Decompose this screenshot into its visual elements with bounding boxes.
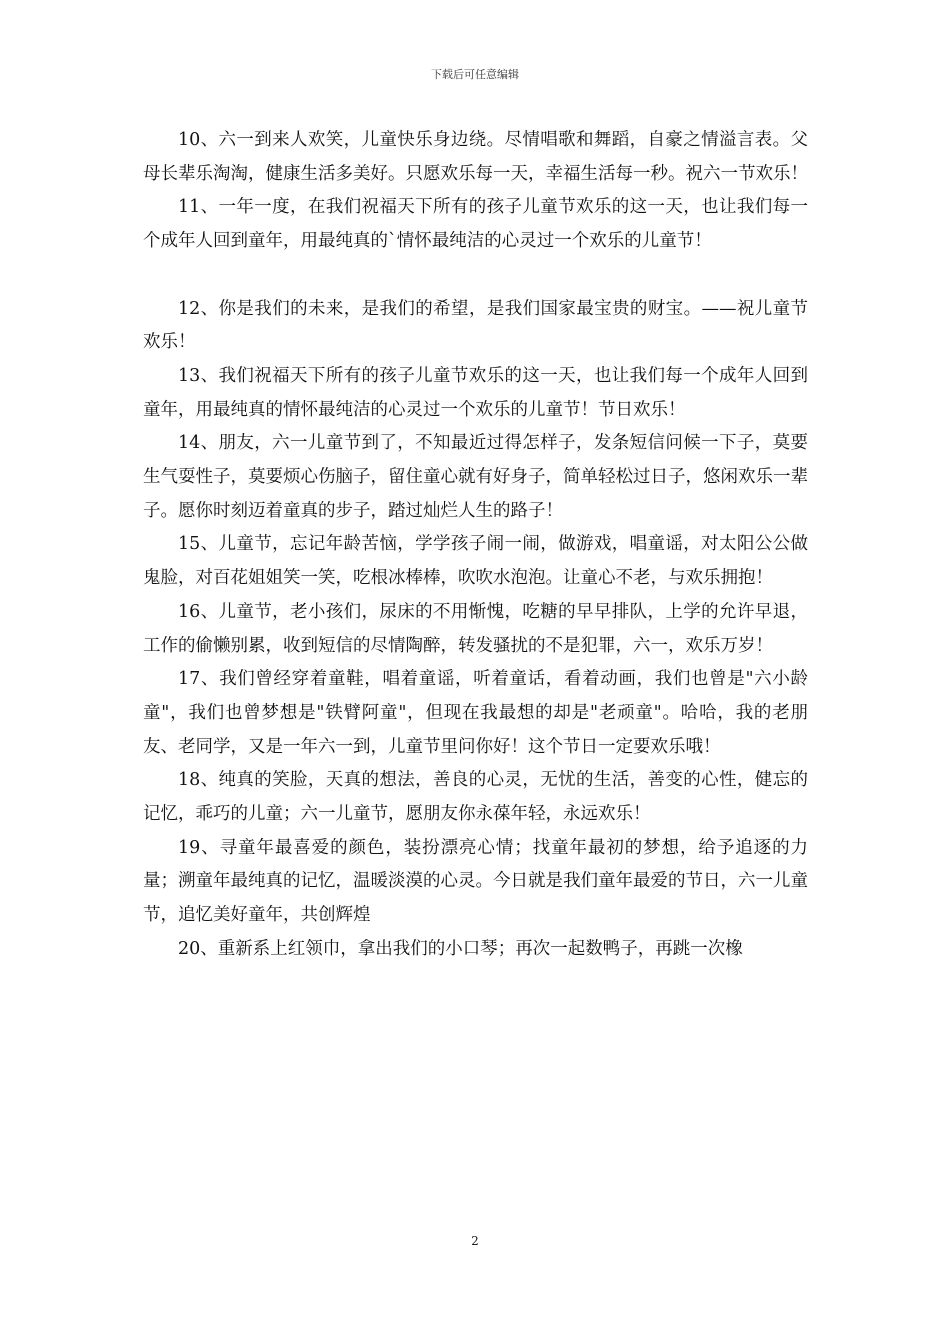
paragraph-10: 10、六一到来人欢笑，儿童快乐身边绕。尽情唱歌和舞蹈，自豪之情溢言表。父母长辈乐淘淘，健康生活多美好。只愿欢乐每一天，幸福生活每一秒。祝六一节欢乐！ (143, 130, 808, 184)
page-number: 2 (471, 1234, 479, 1248)
paragraph-15: 15、儿童节，忘记年龄苦恼，学学孩子闹一闹，做游戏，唱童谣，对太阳公公做鬼脸，对百花姐姐笑一笑，吃根冰棒棒，吹吹水泡泡。让童心不老，与欢乐拥抱！ (143, 534, 808, 589)
paragraph-14: 14、朋友，六一儿童节到了，不知最近过得怎样子，发条短信问候一下子，莫要生气耍性子，莫要烦心伤脑子，留住童心就有好身子，简单轻松过日子，悠闲欢乐一辈子。愿你时刻迈着童真的步子，踏过灿烂人生的路子！ (143, 433, 808, 521)
paragraph-17: 17、我们曾经穿着童鞋，唱着童谣，听着童话，看着动画，我们也曾是"六小龄童"，我们也曾梦想是"铁臂阿童"，但现在我最想的却是"老顽童"。哈哈，我的老朋友、老同学，又是一年六一到，儿童节里问你好！这个节日一定要欢乐哦！ (143, 669, 808, 757)
paragraph-20: 20、重新系上红领巾，拿出我们的小口琴；再次一起数鸭子，再跳一次橡 (178, 938, 743, 959)
paragraph-11: 11、一年一度，在我们祝福天下所有的孩子儿童节欢乐的这一天，也让我们每一个成年人回到童年，用最纯真的`情怀最纯洁的心灵过一个欢乐的儿童节！ (143, 197, 808, 252)
paragraph-18: 18、纯真的笑脸，天真的想法，善良的心灵，无忧的生活，善变的心性，健忘的记忆，乖巧的儿童；六一儿童节，愿朋友你永葆年轻，永远欢乐！ (143, 770, 808, 825)
paragraph-16: 16、儿童节，老小孩们，尿床的不用惭愧，吃糖的早早排队，上学的允许早退，工作的偷懒别累，收到短信的尽情陶醉，转发骚扰的不是犯罪，六一，欢乐万岁！ (143, 601, 808, 656)
paragraph-13: 13、我们祝福天下所有的孩子儿童节欢乐的这一天，也让我们每一个成年人回到童年，用最纯真的情怀最纯洁的心灵过一个欢乐的儿童节！节日欢乐！ (143, 365, 808, 420)
paragraph-19: 19、寻童年最喜爱的颜色，装扮漂亮心情；找童年最初的梦想，给予追逐的力量；溯童年最纯真的记忆，温暖淡漠的心灵。今日就是我们童年最爱的节日，六一儿童节，追忆美好童年，共创辉煌 (143, 837, 808, 926)
document-body (143, 124, 808, 967)
page-header: 下载后可任意编辑 (431, 68, 519, 81)
paragraph-12: 12、你是我们的未来，是我们的希望，是我们国家最宝贵的财宝。——祝儿童节欢乐！ (143, 298, 808, 353)
